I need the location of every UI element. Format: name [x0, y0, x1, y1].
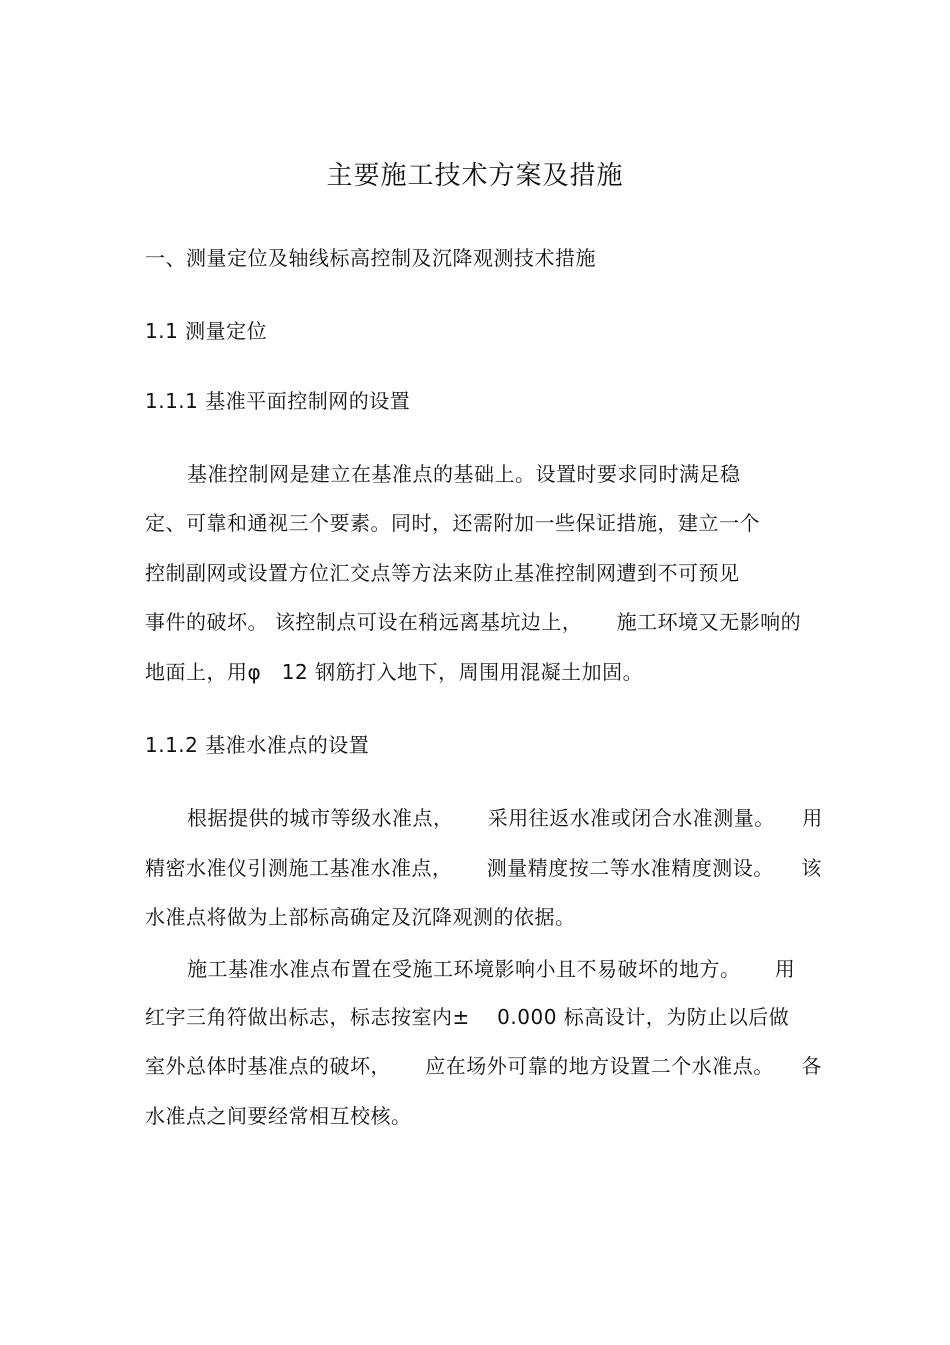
paragraph-line: 基准控制网是建立在基准点的基础上。设置时要求同时满足稳	[187, 462, 741, 486]
paragraph-line: 地面上，用φ 12 钢筋打入地下，周围用混凝土加固。	[145, 660, 644, 684]
section-heading: 一、测量定位及轴线标高控制及沉降观测技术措施	[145, 246, 596, 270]
paragraph-line: 控制副网或设置方位汇交点等方法来防止基准控制网遭到不可预见	[145, 561, 740, 585]
paragraph-line: 室外总体时基准点的破坏， 应在场外可靠的地方设置二个水准点。 各	[145, 1054, 822, 1078]
paragraph-line: 施工基准水准点布置在受施工环境影响小且不易破坏的地方。 用	[187, 957, 796, 981]
paragraph-line: 水准点将做为上部标高确定及沉降观测的依据。	[145, 905, 576, 929]
paragraph-line: 定、可靠和通视三个要素。同时，还需附加一些保证措施，建立一个	[145, 511, 760, 535]
paragraph-line: 事件的破坏。 该控制点可设在稍远离基坑边上， 施工环境又无影响的	[145, 610, 802, 634]
paragraph-line: 精密水准仪引测施工基准水准点， 测量精度按二等水准精度测设。 该	[145, 856, 822, 880]
subsubsection-heading: 1.1.1 基准平面控制网的设置	[145, 389, 411, 413]
paragraph-line: 根据提供的城市等级水准点， 采用往返水准或闭合水准测量。 用	[187, 806, 823, 830]
document-title: 主要施工技术方案及措施	[326, 161, 624, 191]
paragraph-line: 水准点之间要经常相互校核。	[145, 1104, 412, 1128]
paragraph-line: 红字三角符做出标志，标志按室内± 0.000 标高设计，为防止以后做	[145, 1005, 790, 1029]
subsection-heading: 1.1 测量定位	[145, 319, 268, 343]
subsubsection-heading: 1.1.2 基准水准点的设置	[145, 733, 370, 757]
